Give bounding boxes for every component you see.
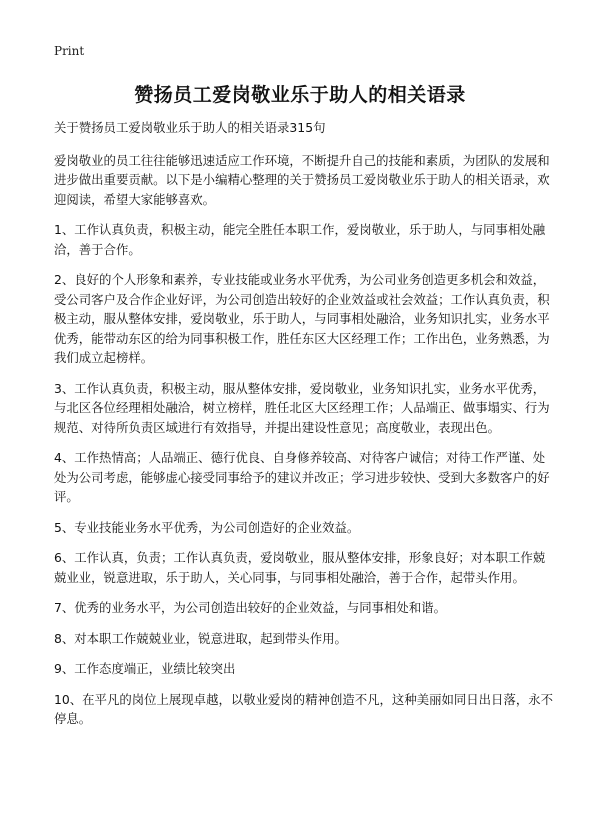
document-body xyxy=(54,118,554,740)
quote-item-1: 1、工作认真负责，积极主动，能完全胜任本职工作，爱岗敬业，乐于助人，与同事相处融洽，善于合作。 xyxy=(54,222,546,257)
quote-item-7: 7、优秀的业务水平，为公司创造出较好的企业效益，与同事相处和谐。 xyxy=(54,600,446,615)
quote-item-2: 2、良好的个人形象和素养，专业技能或业务水平优秀，为公司业务创造更多机会和效益，受公司客户及合作企业好评，为公司创造出较好的企业效益或社会效益；工作认真负责，积极主动，服从整体安排，爱岗敬业，乐于助人，与同事相处融洽，业务知识扎实，业务水平优秀，能带动东区的给为同事积极工作，胜任东区大区经理工作；工作出色，业务熟悉，为我们成立起榜样。 xyxy=(54,272,550,365)
quote-item-4: 4、工作热情高；人品端正、德行优良、自身修养较高、对待客户诚信；对待工作严谨、处处为公司考虑，能够虚心接受同事给予的建议并改正；学习进步较快、受到大多数客户的好评。 xyxy=(54,450,550,504)
document-subtitle: 关于赞扬员工爱岗敬业乐于助人的相关语录315句 xyxy=(54,120,326,135)
quote-item-3: 3、工作认真负责，积极主动，服从整体安排，爱岗敬业，业务知识扎实，业务水平优秀，与北区各位经理相处融洽，树立榜样，胜任北区大区经理工作；人品端正、做事塌实、行为规范、对待所负责区域进行有效指导，并提出建设性意见；高度敬业，表现出色。 xyxy=(54,380,550,435)
intro-paragraph: 爱岗敬业的员工往往能够迅速适应工作环境，不断提升自己的技能和素质，为团队的发展和进步做出重要贡献。以下是小编精心整理的关于赞扬员工爱岗敬业乐于助人的相关语录，欢迎阅读，希望大家能够喜欢。 xyxy=(54,152,550,207)
print-link[interactable]: Print xyxy=(54,44,85,58)
quote-item-5: 5、专业技能业务水平优秀，为公司创造好的企业效益。 xyxy=(54,519,360,535)
quote-item-9: 9、工作态度端正，业绩比较突出 xyxy=(54,661,236,676)
quote-item-8: 8、对本职工作兢兢业业，锐意进取，起到带头作用。 xyxy=(54,630,347,646)
document-title: 赞扬员工爱岗敬业乐于助人的相关语录 xyxy=(134,84,466,106)
quote-item-6: 6、工作认真，负责；工作认真负责，爱岗敬业，服从整体安排，形象良好；对本职工作兢兢业业，锐意进取，乐于助人，关心同事，与同事相处融洽，善于合作，起带头作用。 xyxy=(54,550,546,585)
quote-item-10: 10、在平凡的岗位上展现卓越，以敬业爱岗的精神创造不凡，这种美丽如同日出日落，永不停息。 xyxy=(54,691,554,726)
